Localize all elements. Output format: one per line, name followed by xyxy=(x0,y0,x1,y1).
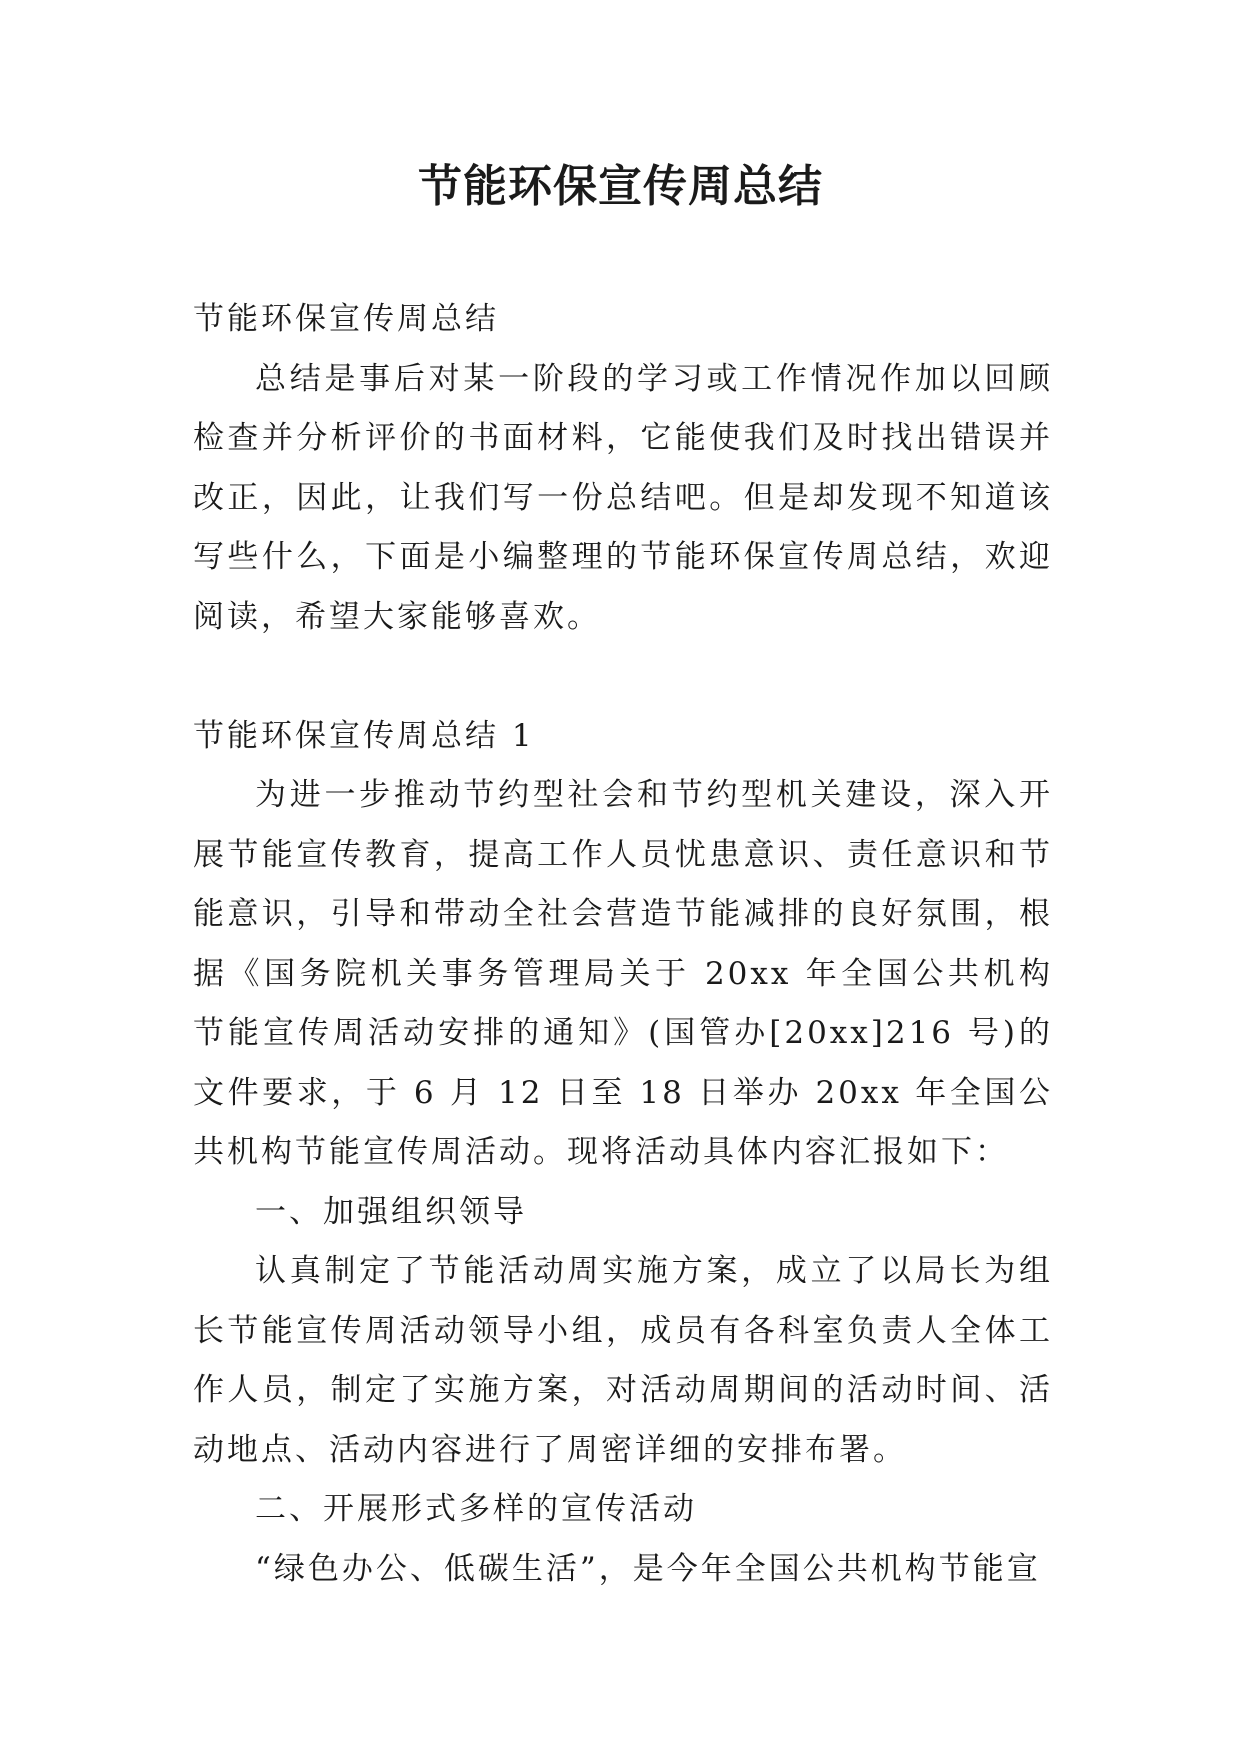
document-body xyxy=(193,290,1053,1599)
point-heading-1: 一、加强组织领导 xyxy=(255,1193,527,1230)
point-paragraph-1: 认真制定了节能活动周实施方案，成立了以局长为组长节能宣传周活动领导小组，成员有各科室负责人全体工作人员，制定了实施方案，对活动周期间的活动时间、活动地点、活动内容进行了周密详细的安排布署。 xyxy=(193,1253,1053,1468)
section-paragraph: 为进一步推动节约型社会和节约型机关建设，深入开展节能宣传教育，提高工作人员忧患意识、责任意识和节能意识，引导和带动全社会营造节能减排的良好氛围，根据《国务院机关事务管理局关于 20xx 年全国公共机构节能宣传周活动安排的通知》(国管办[20xx]216 号)的文件要求，于 6 月 12 日至 18 日举办 20xx 年全国公共机构节能宣传周活动。现将活动具体内容汇报如下： xyxy=(193,777,1053,1170)
subtitle: 节能环保宣传周总结 xyxy=(193,301,499,337)
intro-paragraph: 总结是事后对某一阶段的学习或工作情况作加以回顾检查并分析评价的书面材料，它能使我们及时找出错误并改正，因此，让我们写一份总结吧。但是却发现不知道该写些什么，下面是小编整理的节能环保宣传周总结，欢迎阅读，希望大家能够喜欢。 xyxy=(193,360,1053,635)
point-paragraph-2: “绿色办公、低碳生活”，是今年全国公共机构节能宣 xyxy=(255,1550,1041,1587)
document-title: 节能环保宣传周总结 xyxy=(418,161,823,212)
paragraph-spacer xyxy=(193,647,1053,707)
point-heading-2: 二、开展形式多样的宣传活动 xyxy=(255,1491,697,1527)
section-heading: 节能环保宣传周总结 1 xyxy=(193,717,535,754)
